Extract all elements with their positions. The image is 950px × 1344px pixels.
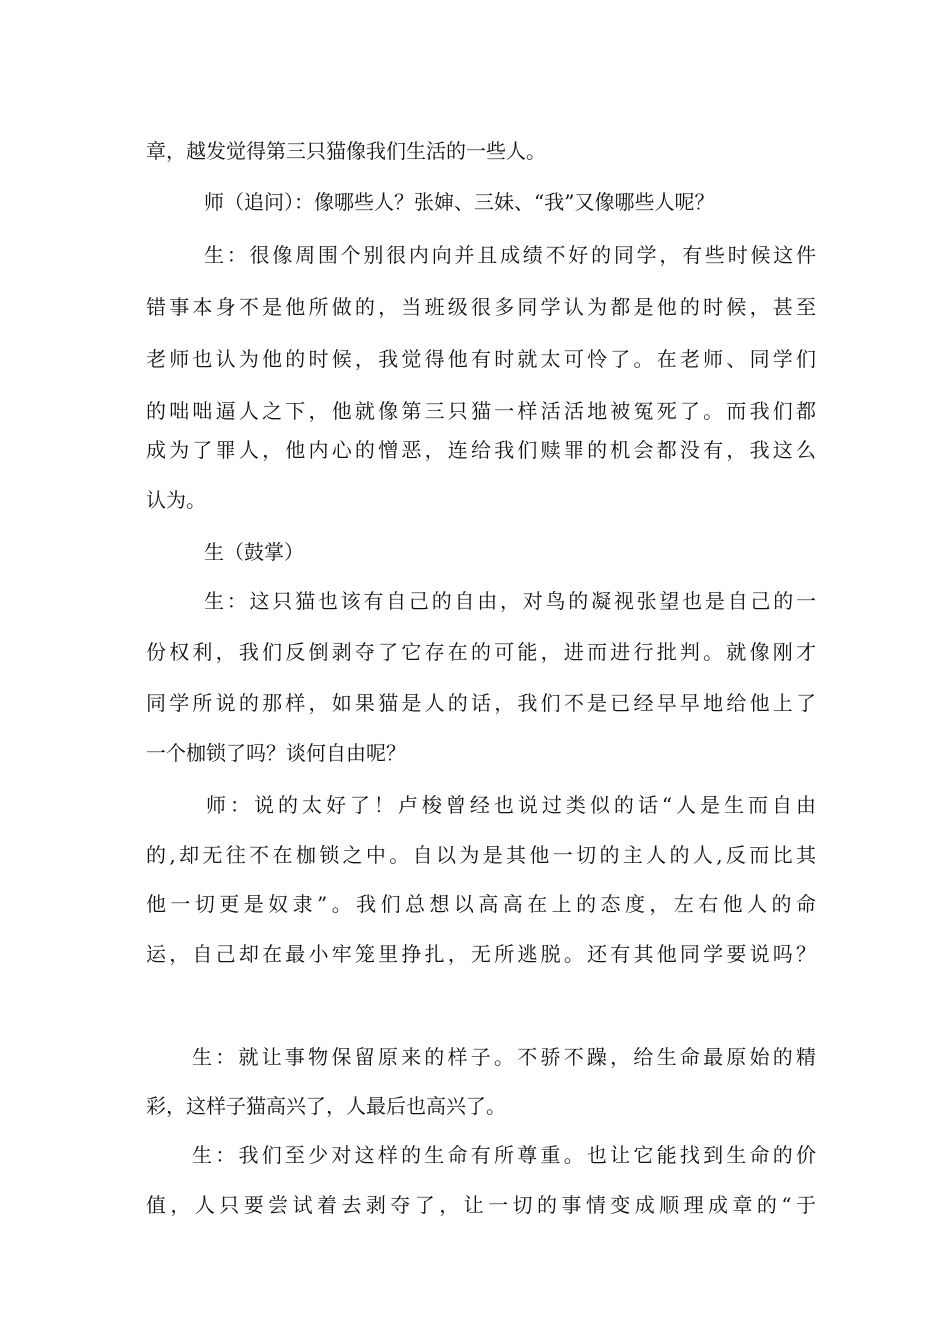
text-line: 认为。 <box>146 488 206 512</box>
text-line: 的,却无往不在枷锁之中。自以为是其他一切的主人的人,反而比其 <box>146 843 816 867</box>
text-line: 一个枷锁了吗？谈何自由呢？ <box>146 741 406 765</box>
text-line: 师：说的太好了！卢梭曾经也说过类似的话“人是生而自由 <box>206 793 816 817</box>
text-line: 运，自己却在最小牢笼里挣扎，无所逃脱。还有其他同学要说吗？ <box>146 942 816 966</box>
text-line: 生（鼓掌） <box>204 540 304 564</box>
text-line: 生：我们至少对这样的生命有所尊重。也让它能找到生命的价 <box>192 1143 816 1167</box>
text-line: 生：就让事物保留原来的样子。不骄不躁，给生命最原始的精 <box>192 1045 816 1069</box>
text-line: 成为了罪人，他内心的憎恶，连给我们赎罪的机会都没有，我这么 <box>146 438 816 462</box>
text-line: 他一切更是奴隶”。我们总想以高高在上的态度，左右他人的命 <box>146 892 816 916</box>
text-line: 老师也认为他的时候，我觉得他有时就太可怜了。在老师、同学们 <box>146 347 816 371</box>
text-line: 错事本身不是他所做的，当班级很多同学认为都是他的时候，甚至 <box>146 295 816 319</box>
text-line: 的咄咄逼人之下，他就像第三只猫一样活活地被冤死了。而我们都 <box>146 399 816 423</box>
text-line: 值，人只要尝试着去剥夺了，让一切的事情变成顺理成章的“于 <box>146 1193 816 1217</box>
text-line: 生：这只猫也该有自己的自由，对鸟的凝视张望也是自己的一 <box>204 589 816 613</box>
text-line: 彩，这样子猫高兴了，人最后也高兴了。 <box>146 1094 506 1118</box>
text-line: 同学所说的那样，如果猫是人的话，我们不是已经早早地给他上了 <box>146 691 816 715</box>
text-line: 份权利，我们反倒剥夺了它存在的可能，进而进行批判。就像刚才 <box>146 640 816 664</box>
text-line: 生：很像周围个别很内向并且成绩不好的同学，有些时候这件 <box>204 243 816 267</box>
text-line: 章，越发觉得第三只猫像我们生活的一些人。 <box>146 139 546 163</box>
text-line: 师（追问）：像哪些人？张婶、三妹、“我”又像哪些人呢？ <box>204 190 715 214</box>
